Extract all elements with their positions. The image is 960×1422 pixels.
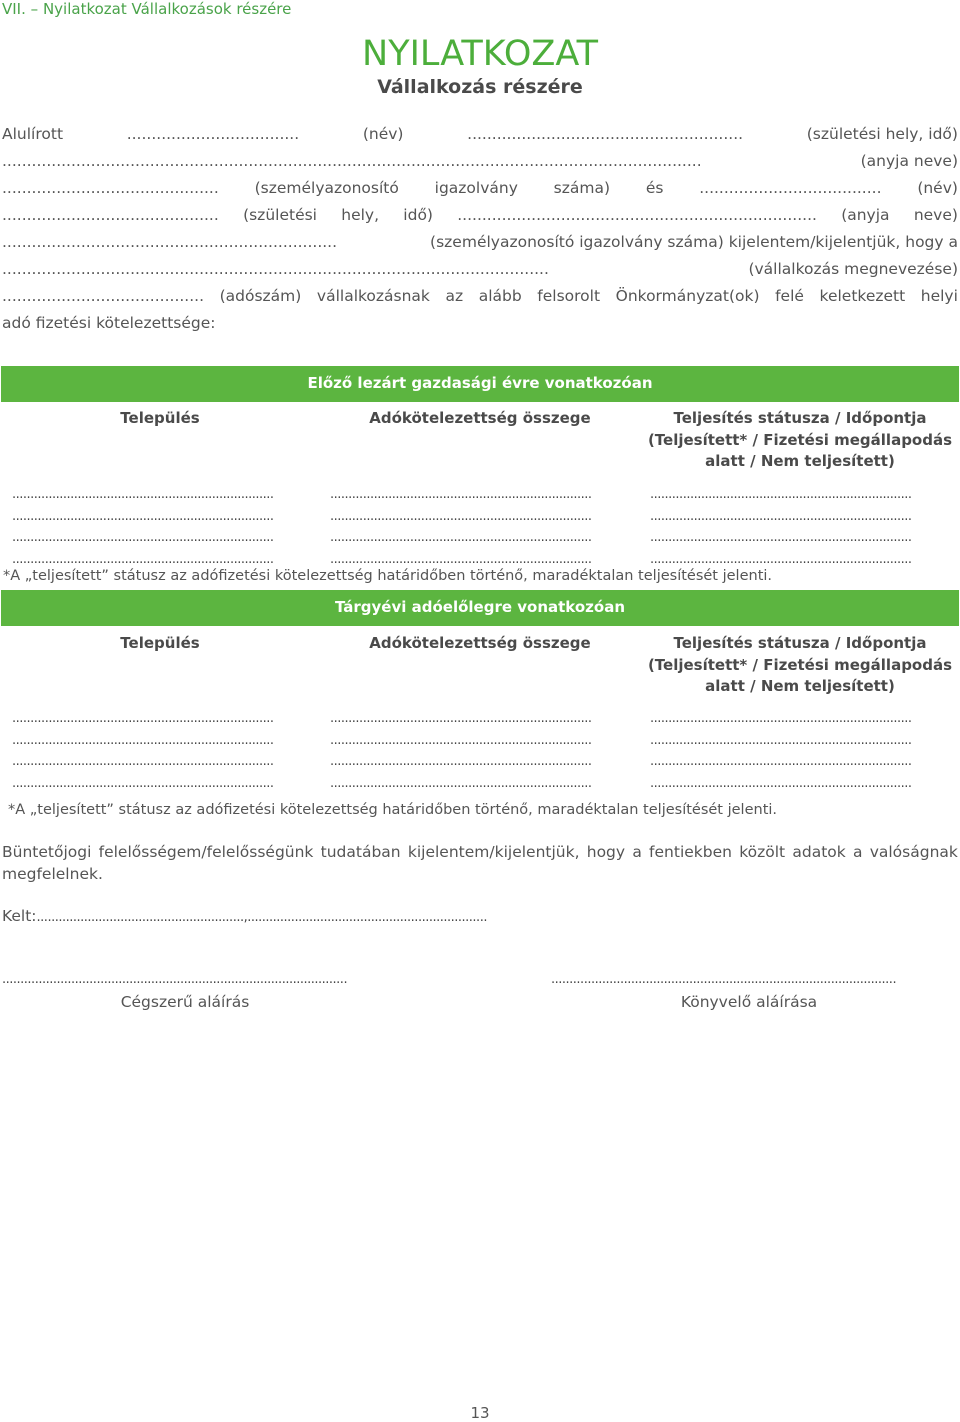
intro-word: helyi bbox=[920, 287, 958, 305]
intro-word: száma) bbox=[553, 179, 611, 197]
decl-word: adatok bbox=[792, 843, 846, 861]
status-heading-line: (Teljesített* / Fizetési megállapodás bbox=[647, 430, 953, 449]
decl-word: közölt bbox=[739, 843, 786, 861]
intro-word: (név) bbox=[917, 179, 958, 197]
fill-in-field[interactable]: ........................................................................ bbox=[650, 551, 912, 567]
fill-in-field[interactable]: ........................................................................ bbox=[330, 530, 592, 545]
decl-word: felelősségem/felelősségünk bbox=[98, 843, 314, 861]
intro-word: Alulírott bbox=[2, 125, 64, 143]
fill-in-field[interactable]: ........................................................................ bbox=[12, 775, 274, 791]
mother2-field-dots[interactable]: ......................................................................... bbox=[457, 206, 817, 224]
fill-in-field[interactable]: ........................................................................ bbox=[12, 732, 274, 748]
intro-word: hely, bbox=[341, 206, 380, 224]
name2-field-dots[interactable]: ..................................... bbox=[699, 179, 882, 197]
intro-line-2 bbox=[2, 152, 958, 179]
intro-word: (születési bbox=[243, 206, 317, 224]
fill-in-field[interactable]: ........................................................................ bbox=[330, 487, 592, 502]
intro-paragraph bbox=[2, 125, 958, 341]
fill-in-field[interactable]: ........................................................................ bbox=[650, 487, 912, 502]
intro-word: igazolvány bbox=[434, 179, 518, 197]
fill-in-field[interactable]: ........................................................................ bbox=[650, 508, 912, 524]
intro-line-6 bbox=[2, 260, 958, 287]
fill-in-field[interactable]: ........................................................................ bbox=[650, 754, 912, 769]
section1-status-rows bbox=[650, 484, 946, 570]
intro-word: alább bbox=[478, 287, 522, 305]
intro-word: vállalkozásnak bbox=[316, 287, 430, 305]
company-signature-line[interactable]: ............................................................................................... bbox=[2, 972, 348, 987]
decl-word: a bbox=[852, 843, 863, 861]
fill-in-field[interactable]: ........................................................................ bbox=[650, 711, 912, 726]
accountant-signature-line[interactable]: ............................................................................................... bbox=[551, 972, 897, 987]
fill-in-field[interactable]: ........................................................................ bbox=[12, 508, 274, 524]
tax-number-field-dots[interactable]: ......................................... bbox=[2, 287, 205, 305]
header-separator: – bbox=[30, 0, 39, 18]
section2-settlement-rows bbox=[12, 708, 308, 794]
date-field-dots[interactable]: .........................................................,.................................................................. bbox=[36, 910, 487, 925]
section2-footnote: *A „teljesített” státusz az adófizetési kötelezettség határidőben történő, maradéktalan teljesítését jelenti. bbox=[8, 802, 778, 818]
section2-col-settlement: Település bbox=[120, 634, 200, 652]
fill-in-field[interactable]: ........................................................................ bbox=[12, 487, 274, 502]
page-number: 13 bbox=[470, 1404, 490, 1422]
fill-in-field[interactable]: ........................................................................ bbox=[650, 775, 912, 791]
section2-amount-rows bbox=[330, 708, 627, 794]
intro-word: (vállalkozás megnevezése) bbox=[748, 260, 958, 278]
intro-line-8: adó fizetési kötelezettsége: bbox=[2, 314, 216, 332]
chapter-number: VII. bbox=[2, 0, 26, 18]
decl-word: hogy bbox=[586, 843, 626, 861]
fill-in-field[interactable]: ........................................................................ bbox=[330, 754, 592, 769]
fill-in-field[interactable]: ........................................................................ bbox=[12, 711, 274, 726]
section2-col-amount: Adókötelezettség összege bbox=[369, 634, 591, 652]
section1-amount-rows bbox=[330, 484, 627, 570]
fill-in-field[interactable]: ........................................................................ bbox=[12, 551, 274, 567]
section2-band: Tárgyévi adóelőlegre vonatkozóan bbox=[1, 590, 959, 626]
name-field-dots[interactable]: ................................... bbox=[126, 125, 300, 143]
section1-col-settlement: Település bbox=[120, 409, 200, 427]
section2-status-rows bbox=[650, 708, 946, 794]
id2-field-dots[interactable]: .................................................................... bbox=[2, 233, 338, 251]
intro-word: (anyja neve) bbox=[860, 152, 958, 170]
intro-line-7 bbox=[2, 287, 958, 314]
decl-word: tudatában bbox=[320, 843, 401, 861]
decl-word: kijelentem/kijelentjük, bbox=[407, 843, 580, 861]
decl-word: a bbox=[632, 843, 642, 861]
decl-word: fentiekben bbox=[649, 843, 732, 861]
fill-in-field[interactable]: ........................................................................ bbox=[330, 732, 592, 748]
intro-word: keletkezett bbox=[819, 287, 906, 305]
declaration-line-2: megfelelnek. bbox=[2, 865, 103, 883]
birth-field-dots[interactable]: ........................................................ bbox=[467, 125, 744, 143]
intro-word: (név) bbox=[362, 125, 404, 143]
intro-word: felé bbox=[775, 287, 804, 305]
fill-in-field[interactable]: ........................................................................ bbox=[650, 732, 912, 748]
status-heading-line: Teljesítés státusza / Időpontja bbox=[673, 634, 927, 652]
date-label: Kelt: bbox=[2, 907, 37, 925]
company-signature-label: Cégszerű aláírás bbox=[120, 993, 250, 1011]
declaration-paragraph bbox=[2, 843, 958, 887]
fill-in-field[interactable]: ........................................................................ bbox=[330, 775, 592, 791]
status-heading-line: (Teljesített* / Fizetési megállapodás bbox=[647, 655, 953, 674]
status-heading-line: alatt / Nem teljesített) bbox=[705, 677, 895, 695]
intro-line-4 bbox=[2, 206, 958, 233]
decl-word: Büntetőjogi bbox=[2, 843, 92, 861]
fill-in-field[interactable]: ........................................................................ bbox=[12, 754, 274, 769]
id-field-dots[interactable]: ............................................ bbox=[2, 179, 219, 197]
fill-in-field[interactable]: ........................................................................ bbox=[330, 711, 592, 726]
intro-word: (személyazonosító bbox=[254, 179, 399, 197]
company-field-dots[interactable]: ............................................................................................................... bbox=[2, 260, 549, 278]
fill-in-field[interactable]: ........................................................................ bbox=[330, 508, 592, 524]
status-heading-line: Teljesítés státusza / Időpontja bbox=[673, 409, 927, 427]
fill-in-field[interactable]: ........................................................................ bbox=[330, 551, 592, 567]
birth2-field-dots[interactable]: ............................................ bbox=[2, 206, 219, 224]
fill-in-field[interactable]: ........................................................................ bbox=[650, 530, 912, 545]
section1-settlement-rows bbox=[12, 484, 308, 570]
section1-col-status bbox=[640, 408, 960, 473]
chapter-title: Nyilatkozat Vállalkozások részére bbox=[42, 0, 292, 18]
page-header bbox=[2, 0, 291, 18]
intro-word: (személyazonosító igazolvány száma) kijelentem/kijelentjük, hogy a bbox=[430, 233, 958, 251]
intro-line-1 bbox=[2, 125, 958, 152]
document-subtitle: Vállalkozás részére bbox=[377, 76, 583, 98]
section2-col-status bbox=[640, 633, 960, 698]
section1-col-amount: Adókötelezettség összege bbox=[369, 409, 591, 427]
intro-word: (születési hely, idő) bbox=[806, 125, 958, 143]
section1-band: Előző lezárt gazdasági évre vonatkozóan bbox=[1, 366, 959, 402]
intro-word: neve) bbox=[913, 206, 958, 224]
intro-word: és bbox=[645, 179, 664, 197]
intro-line-3 bbox=[2, 179, 958, 206]
intro-line-5 bbox=[2, 233, 958, 260]
intro-word: az bbox=[445, 287, 464, 305]
document-title: NYILATKOZAT bbox=[362, 34, 598, 74]
intro-word: Önkormányzat(ok) bbox=[615, 287, 760, 305]
accountant-signature-label: Könyvelő aláírása bbox=[680, 993, 818, 1011]
intro-word: (adószám) bbox=[219, 287, 302, 305]
intro-word: felsorolt bbox=[537, 287, 601, 305]
decl-word: valóságnak bbox=[869, 843, 958, 861]
date-line bbox=[2, 907, 487, 925]
fill-in-field[interactable]: ........................................................................ bbox=[12, 530, 274, 545]
intro-word: idő) bbox=[403, 206, 433, 224]
mother-name-field-dots[interactable]: .............................................................................................................................................. bbox=[2, 152, 702, 170]
status-heading-line: alatt / Nem teljesített) bbox=[705, 452, 895, 470]
declaration-line-1 bbox=[2, 843, 958, 865]
section1-footnote: *A „teljesített” státusz az adófizetési kötelezettség határidőben történő, maradéktalan teljesítését jelenti. bbox=[3, 568, 773, 584]
intro-word: (anyja bbox=[841, 206, 890, 224]
